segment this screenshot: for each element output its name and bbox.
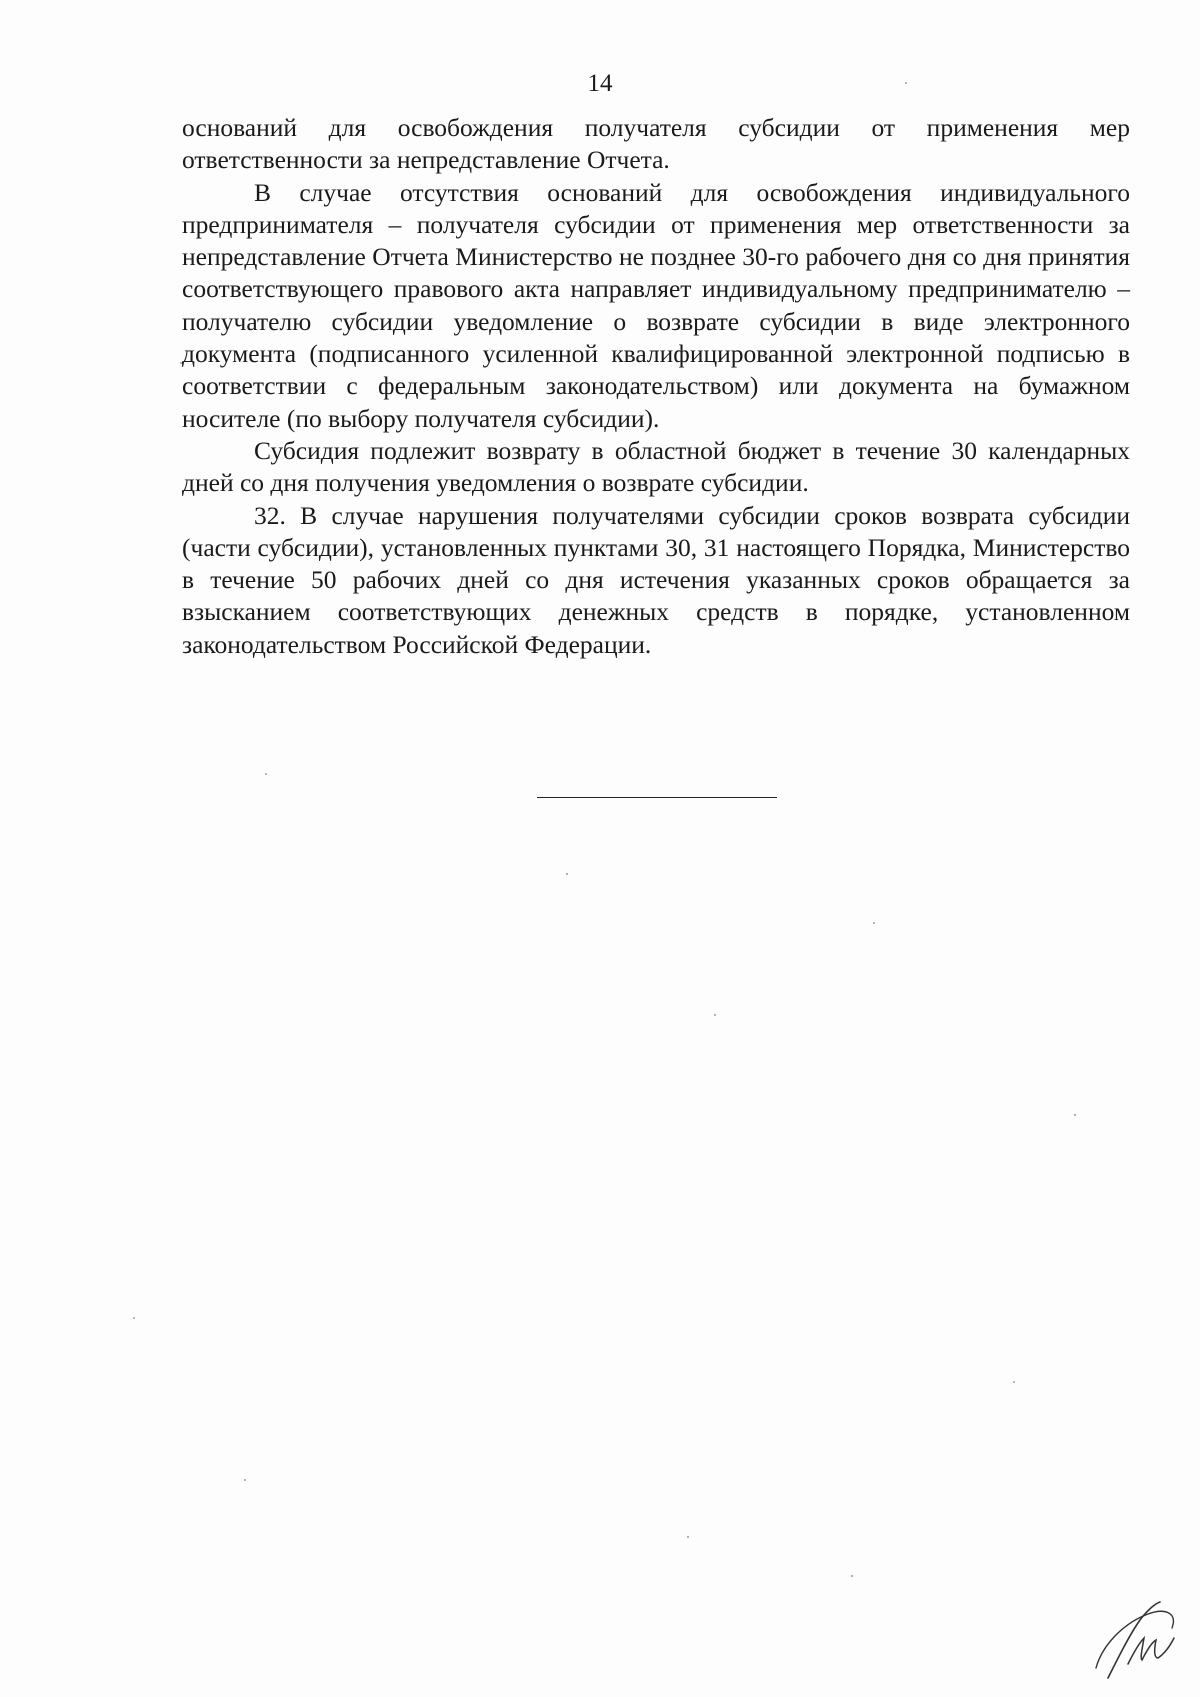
paragraph-item-32: 32. В случае нарушения получателями субсидии сроков возврата субсидии (части субсидии), установленных пунктами 30, 31 настоящего Порядка, Министерство в течение 50 рабочих дней со дня истечения указанных сроков обращается за взысканием соответствующих денежных средств в порядке, установленном законодательством Российской Федерации. (182, 500, 1130, 659)
scan-speck (566, 873, 568, 875)
paragraph-continuation: оснований для освобождения получателя субсидии от применения мер ответственности за непредставление Отчета. (182, 113, 1130, 175)
scan-speck (714, 1014, 716, 1016)
paragraph-return-deadline: Субсидия подлежит возврату в областной бюджет в течение 30 календарных дней со дня получения уведомления о возврате субсидии. (182, 435, 1130, 498)
scan-speck (851, 1575, 853, 1577)
scan-speck (180, 362, 182, 364)
scan-speck (244, 1479, 246, 1481)
scan-speck (1074, 1114, 1076, 1116)
scan-speck (265, 773, 267, 775)
handwritten-initials-signature (1088, 1598, 1184, 1682)
scan-speck (873, 922, 875, 924)
scan-speck (1013, 1381, 1015, 1383)
scan-speck (133, 1317, 135, 1319)
end-of-document-rule (537, 797, 777, 798)
page-number: 14 (587, 70, 613, 97)
scan-speck (687, 1536, 689, 1538)
document-body (182, 112, 1130, 661)
scan-speck (905, 82, 907, 84)
paragraph-return-notice: В случае отсутствия оснований для освобождения индивидуального предпринимателя – получателя субсидии от применения мер ответственности за непредставление Отчета Министерство не позднее 30-го рабочего дня со дня принятия соответствующего правового акта направляет индивидуальному предпринимателю – получателю субсидии уведомление о возврате субсидии в виде электронного документа (подписанного усиленной квалифицированной электронной подписью в соответствии с федеральным законодательством) или документа на бумажном носителе (по выбору получателя субсидии). (182, 177, 1130, 433)
